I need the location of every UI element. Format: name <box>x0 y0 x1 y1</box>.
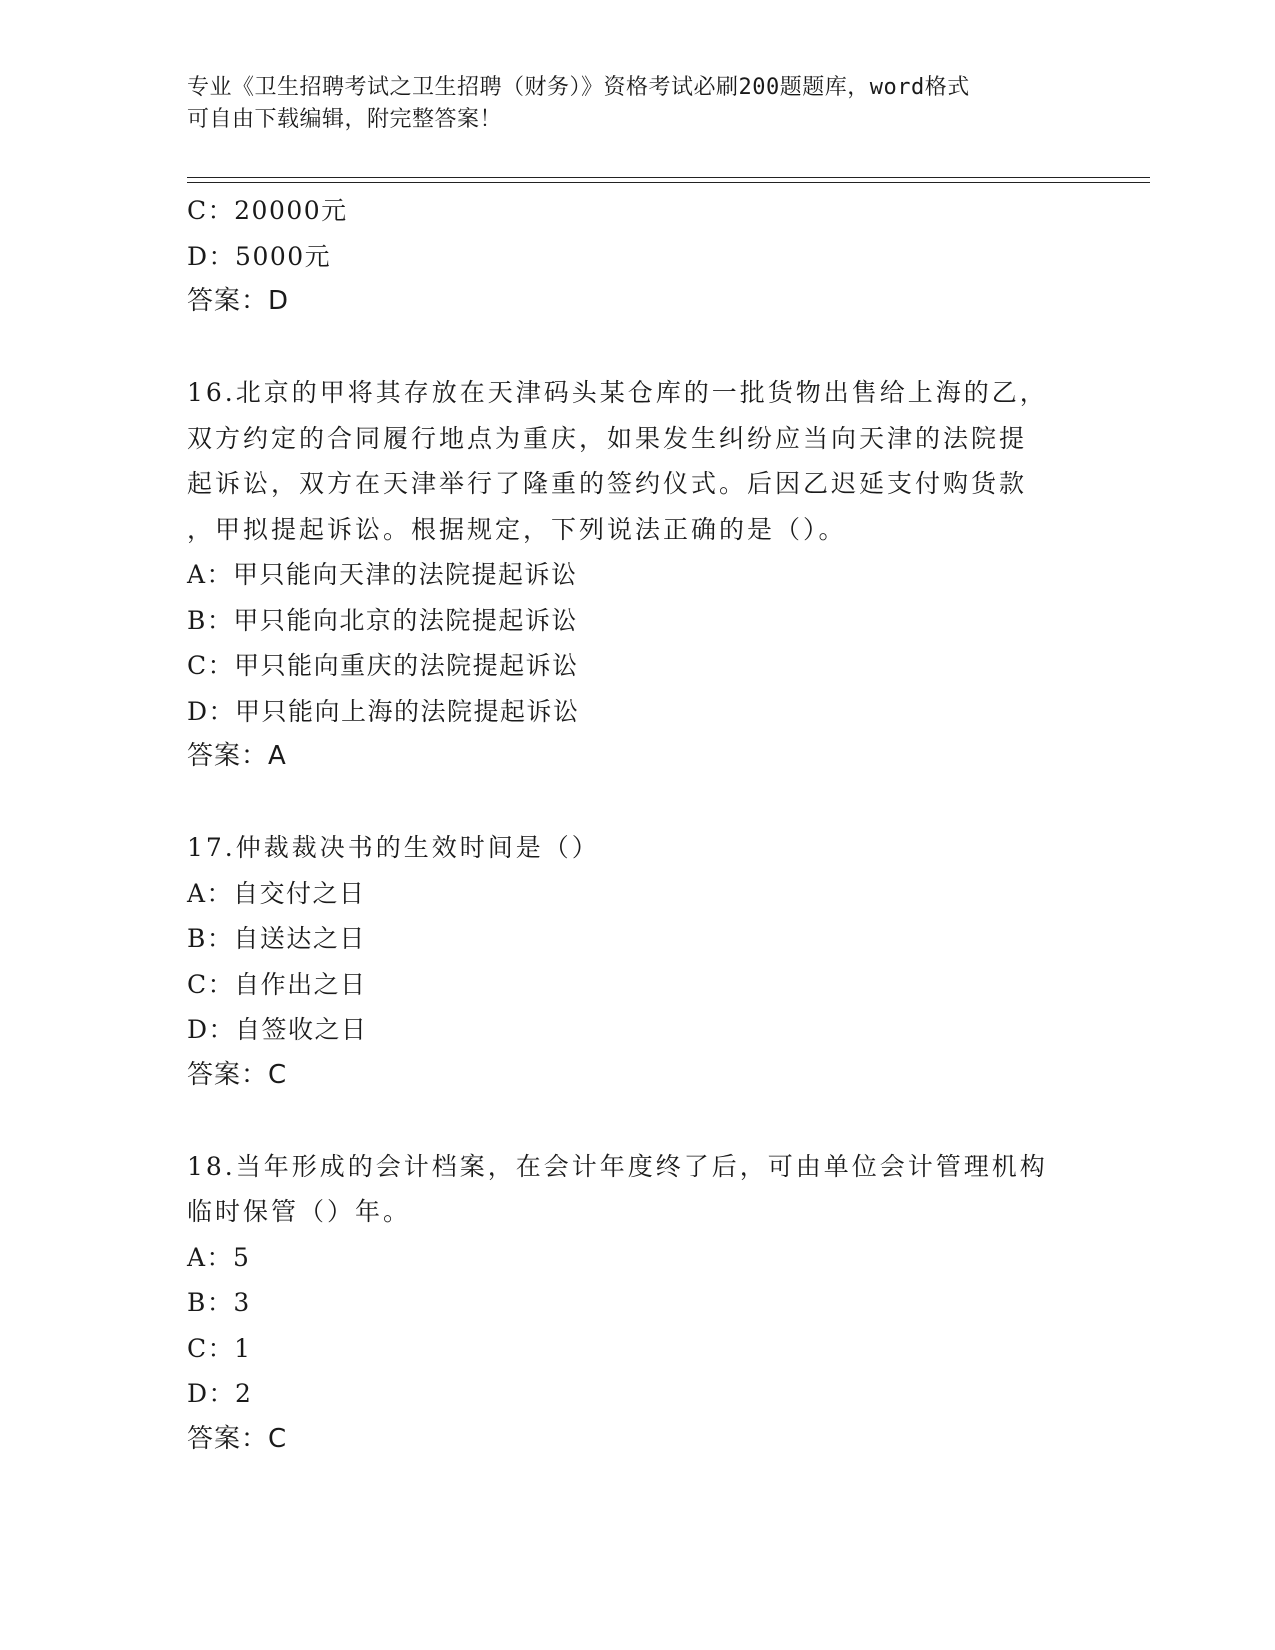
option-d: D：5000元 <box>187 241 332 271</box>
spacer <box>187 325 1087 371</box>
question-17 <box>187 825 1087 1098</box>
spacer <box>187 780 1087 826</box>
question-line: 17.仲裁裁决书的生效时间是（） <box>187 833 600 862</box>
option-c: C：20000元 <box>187 196 348 225</box>
document-body <box>187 188 1087 1462</box>
question-line: ，甲拟提起诉讼。根据规定，下列说法正确的是（）。 <box>187 514 847 544</box>
option-c: C：1 <box>187 1333 252 1363</box>
question-line: 双方约定的合同履行地点为重庆，如果发生纠纷应当向天津的法院提 <box>187 423 1028 453</box>
header-rule-bottom <box>187 182 1150 183</box>
option-d: D：甲只能向上海的法院提起诉讼 <box>187 696 580 726</box>
option-a: A：自交付之日 <box>187 878 366 908</box>
option-c: C：自作出之日 <box>187 969 367 999</box>
option-b: B：3 <box>187 1288 251 1317</box>
question-text <box>187 370 1087 552</box>
answer: 答案：C <box>187 1059 288 1090</box>
question-16 <box>187 370 1087 780</box>
question-18 <box>187 1144 1087 1463</box>
option-c: C：甲只能向重庆的法院提起诉讼 <box>187 651 579 680</box>
question-text <box>187 825 1087 871</box>
answer: 答案：D <box>187 286 290 316</box>
answer: 答案：C <box>187 1423 288 1454</box>
option-a: A：5 <box>187 1242 251 1272</box>
question-text <box>187 1144 1087 1235</box>
option-a: A：甲只能向天津的法院提起诉讼 <box>187 560 578 589</box>
header-rule-top <box>187 177 1150 178</box>
question-line: 18.当年形成的会计档案，在会计年度终了后，可由单位会计管理机构 <box>187 1151 1048 1181</box>
question-line: 起诉讼，双方在天津举行了隆重的签约仪式。后因乙迟延支付购货款 <box>187 469 1028 498</box>
option-d: D：自签收之日 <box>187 1015 368 1044</box>
header-line-2: 可自由下载编辑，附完整答案！ <box>187 107 503 132</box>
option-d: D：2 <box>187 1379 253 1408</box>
option-b: B：自送达之日 <box>187 924 366 953</box>
question-15-tail <box>187 188 1087 325</box>
document-header <box>187 72 1067 136</box>
question-line: 临时保管（）年。 <box>187 1197 412 1226</box>
header-line-1: 专业《卫生招聘考试之卫生招聘（财务）》资格考试必刷200题题库，word格式 <box>187 75 970 100</box>
option-b: B：甲只能向北京的法院提起诉讼 <box>187 605 578 635</box>
answer: 答案：A <box>187 741 287 771</box>
spacer <box>187 1098 1087 1144</box>
question-line: 16.北京的甲将其存放在天津码头某仓库的一批货物出售给上海的乙， <box>187 378 1048 407</box>
